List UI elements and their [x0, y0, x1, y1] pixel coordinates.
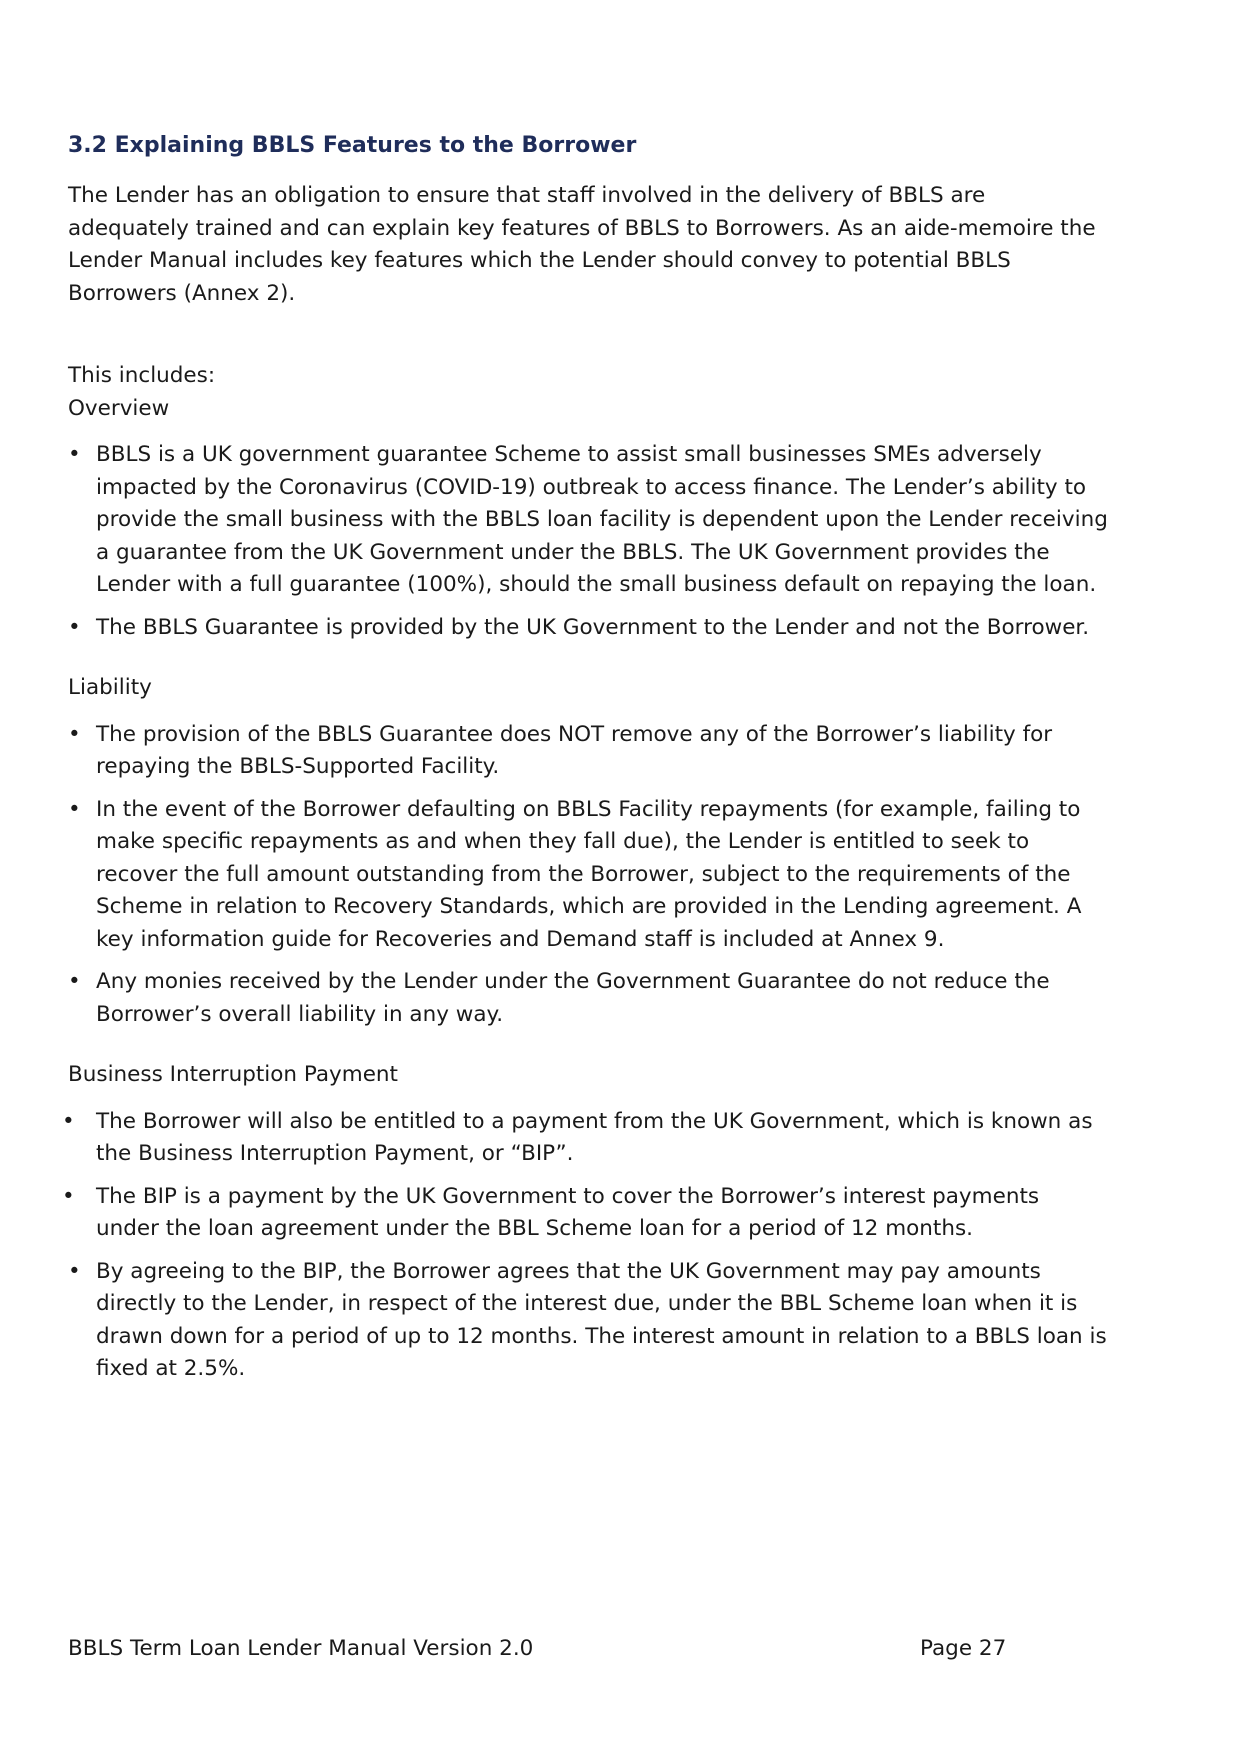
- document-page: [62, 130, 1108, 1396]
- list-item-text: Any monies received by the Lender under the Government Guarantee do not reduce the Borrower’s overall liability in any way.: [96, 969, 1050, 1027]
- footer-document-title: BBLS Term Loan Lender Manual Version 2.0: [68, 1636, 534, 1661]
- overview-list: [68, 439, 1108, 644]
- list-item: [62, 1181, 1108, 1246]
- list-item-text: In the event of the Borrower defaulting on BBLS Facility repayments (for example, failing to make specific repayments as and when they fall due), the Lender is entitled to seek to recover the full amount outstanding from the Borrower, subject to the requirements of the Scheme in relation to Recovery Standards, which are provided in the Lending agreement. A key information guide for Recoveries and Demand staff is included at Annex 9.: [96, 796, 1082, 952]
- bullet-icon: •: [68, 796, 81, 822]
- bullet-icon: •: [68, 442, 81, 467]
- list-item-text: By agreeing to the BIP, the Borrower agrees that the UK Government may pay amounts directly to the Lender, in respect of the interest due, under the BBL Scheme loan when it is drawn down for a period of up to 12 months. The interest amount in relation to a BBLS loan is fixed at 2.5%.: [96, 1258, 1107, 1381]
- list-item: [62, 1106, 1108, 1171]
- section-heading: 3.2 Explaining BBLS Features to the Borrower: [68, 133, 637, 158]
- list-item: [68, 719, 1108, 784]
- bullet-icon: •: [68, 721, 81, 747]
- list-item: [68, 1256, 1108, 1386]
- list-item: [68, 612, 1108, 645]
- bip-list: [62, 1106, 1108, 1386]
- subsection-title-liability: Liability: [68, 675, 152, 700]
- list-item: [68, 966, 1108, 1031]
- includes-label: This includes:: [68, 363, 216, 388]
- subsection-title-bip: Business Interruption Payment: [68, 1062, 398, 1087]
- list-item-text: The BBLS Guarantee is provided by the UK Government to the Lender and not the Borrower.: [96, 614, 1090, 640]
- bullet-icon: •: [62, 1108, 75, 1134]
- list-item-text: BBLS is a UK government guarantee Scheme to assist small businesses SMEs adversely impacted by the Coronavirus (COVID-19) outbreak to access finance. The Lender’s ability to provide the small business with the BBLS loan facility is dependent upon the Lender receiving a guarantee from the UK Government under the BBLS. The UK Government provides the Lender with a full guarantee (100%), should the small business default on repaying the loan.: [96, 442, 1108, 597]
- footer-page-number: Page 27: [920, 1636, 1007, 1661]
- list-item: [68, 439, 1108, 602]
- liability-list: [68, 719, 1108, 1032]
- list-item-text: The Borrower will also be entitled to a payment from the UK Government, which is known as the Business Interruption Payment, or “BIP”.: [96, 1108, 1093, 1166]
- bullet-icon: •: [68, 969, 81, 994]
- intro-paragraph: The Lender has an obligation to ensure that staff involved in the delivery of BBLS are adequately trained and can explain key features of BBLS to Borrowers. As an aide-memoire the Lender Manual includes key features which the Lender should convey to potential BBLS Borrowers (Annex 2).: [68, 183, 1096, 306]
- subsection-title-overview: Overview: [68, 395, 170, 421]
- bullet-icon: •: [68, 614, 81, 640]
- bullet-icon: •: [68, 1258, 81, 1284]
- bullet-icon: •: [62, 1183, 75, 1209]
- list-item-text: The BIP is a payment by the UK Government to cover the Borrower’s interest payments under the loan agreement under the BBL Scheme loan for a period of 12 months.: [96, 1183, 1040, 1241]
- list-item-text: The provision of the BBLS Guarantee does NOT remove any of the Borrower’s liability for repaying the BBLS-Supported Facility.: [96, 721, 1053, 779]
- list-item: [68, 794, 1108, 957]
